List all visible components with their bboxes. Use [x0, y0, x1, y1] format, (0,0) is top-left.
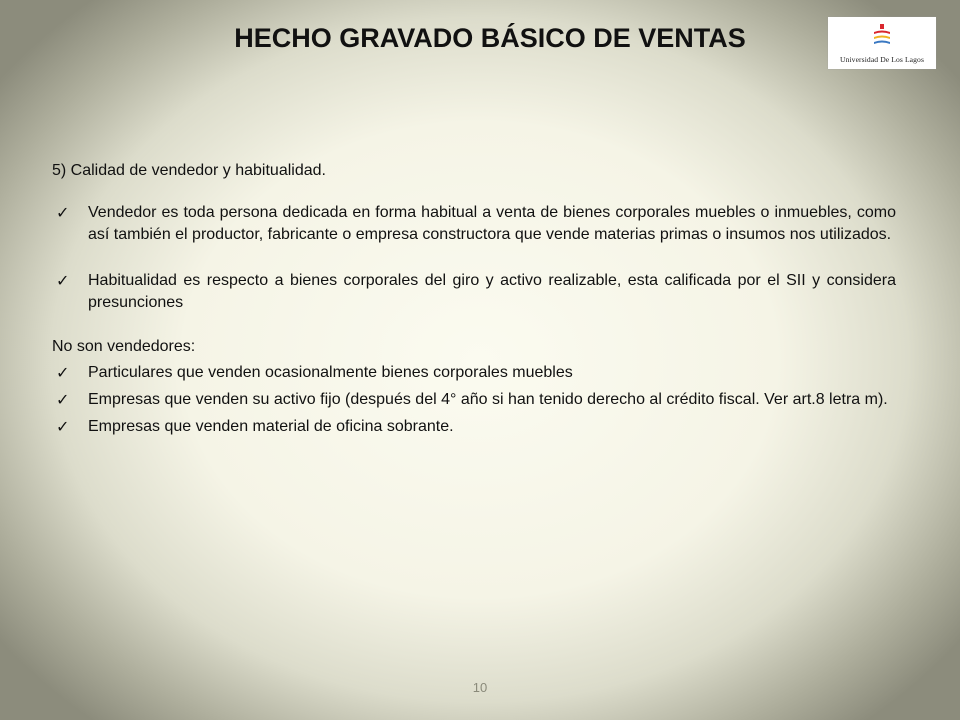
bullet-text: Vendedor es toda persona dedicada en forma habitual a venta de bienes corporales muebles o inmuebles, como así también el productor, fabricante o empresa constructora que vende materias primas o insumos nos utilizados.	[88, 204, 896, 243]
slide-body	[52, 160, 896, 438]
sub-bullet-list	[52, 362, 896, 438]
university-logo	[828, 17, 936, 69]
logo-text: Universidad De Los Lagos	[839, 55, 924, 64]
subheading: No son vendedores:	[52, 338, 196, 355]
check-icon: ✓	[56, 203, 70, 222]
list-item	[52, 416, 896, 438]
list-item	[52, 202, 896, 246]
bullet-text: Particulares que venden ocasionalmente bienes corporales muebles	[88, 364, 573, 381]
list-item	[52, 362, 896, 384]
page-number: 10	[472, 680, 488, 695]
check-icon: ✓	[56, 363, 70, 382]
list-item	[52, 389, 896, 411]
check-icon: ✓	[56, 390, 70, 409]
main-bullet-list	[52, 202, 896, 314]
list-item	[52, 270, 896, 314]
logo-stripes-icon	[873, 24, 891, 50]
check-icon: ✓	[56, 271, 70, 290]
slide-title: HECHO GRAVADO BÁSICO DE VENTAS	[234, 23, 746, 53]
bullet-text: Habitualidad es respecto a bienes corporales del giro y activo realizable, esta calificada por el SII y considera presunciones	[88, 272, 896, 311]
section-intro: 5) Calidad de vendedor y habitualidad.	[52, 162, 326, 179]
check-icon: ✓	[56, 417, 70, 436]
bullet-text: Empresas que venden material de oficina sobrante.	[88, 418, 454, 435]
bullet-text: Empresas que venden su activo fijo (después del 4° año si han tenido derecho al crédito fiscal. Ver art.8 letra m).	[88, 391, 888, 408]
